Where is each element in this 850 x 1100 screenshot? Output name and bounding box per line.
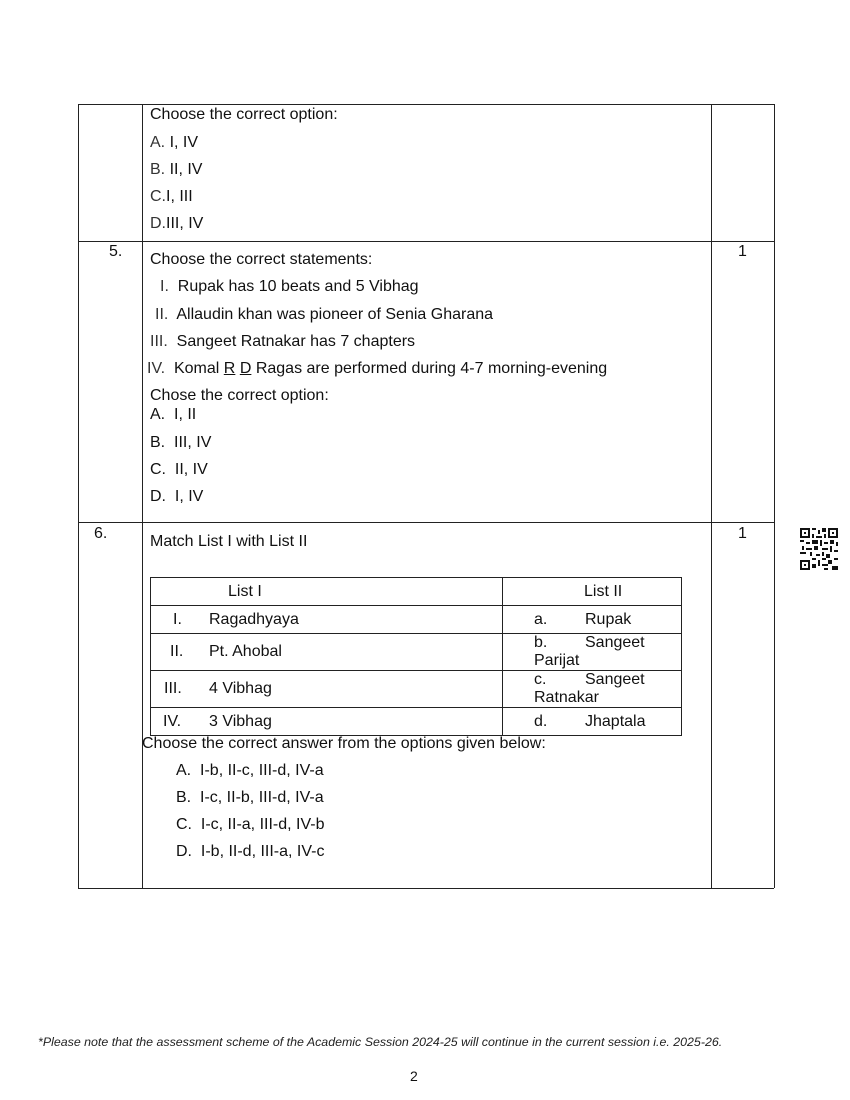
question-marks: 1 — [738, 525, 747, 542]
option-a: A. I, II — [150, 406, 197, 423]
statement-2: II. Allaudin khan was pioneer of Senia Gharana — [155, 306, 494, 323]
table-top-border — [78, 104, 774, 105]
qr-code-icon — [800, 528, 838, 570]
question-number: 6. — [94, 525, 108, 542]
page-number: 2 — [410, 1068, 418, 1084]
question-prompt: Choose the correct statements: — [150, 251, 373, 268]
table-row: I. Ragadhyaya a. Rupak — [151, 606, 682, 634]
match-table — [150, 577, 682, 736]
row-divider-q5 — [78, 241, 774, 242]
note-d: D — [239, 360, 252, 377]
question-prompt: Match List I with List II — [150, 533, 308, 550]
row-divider-q6 — [78, 522, 774, 523]
table-row: III. 4 Vibhag c. Sangeet Ratnakar — [151, 671, 682, 708]
note-r: R — [223, 360, 236, 377]
marks-column-divider — [711, 104, 712, 888]
table-left-border — [78, 104, 79, 888]
number-column-divider — [142, 104, 143, 888]
option-c: C. I-c, II-a, III-d, IV-b — [176, 816, 325, 833]
option-b: B. I-c, II-b, III-d, IV-a — [176, 789, 324, 806]
prev-question-prompt: Choose the correct option: — [150, 106, 338, 123]
table-row: II. Pt. Ahobal b. Sangeet Parijat — [151, 634, 682, 671]
statement-1: I. Rupak has 10 beats and 5 Vibhag — [160, 278, 419, 295]
option-b: B. III, IV — [150, 434, 212, 451]
option-d: D. I-b, II-d, III-a, IV-c — [176, 843, 325, 860]
prev-option-a: A. I, IV — [150, 134, 199, 151]
prev-option-d: D.III, IV — [150, 215, 204, 232]
statement-3: III. Sangeet Ratnakar has 7 chapters — [150, 333, 416, 350]
prev-option-b: B. II, IV — [150, 161, 203, 178]
question-number: 5. — [109, 243, 123, 260]
list2-header: List II — [503, 578, 682, 606]
table-right-border — [774, 104, 775, 888]
option-d: D. I, IV — [150, 488, 204, 505]
answer-prompt: Choose the correct answer from the options given below: — [142, 735, 546, 752]
statement-4: IV. Komal R D Ragas are performed during 4-7 morning-evening — [147, 360, 608, 377]
list1-header: List I — [151, 578, 503, 606]
assessment-note: *Please note that the assessment scheme of the Academic Session 2024-25 will continue in the current session i.e. 2025-26. — [38, 1035, 723, 1049]
prev-option-c: C.I, III — [150, 188, 193, 205]
table-bottom-border — [78, 888, 774, 889]
question-marks: 1 — [738, 243, 747, 260]
table-header-row — [151, 578, 682, 606]
option-prompt: Chose the correct option: — [150, 387, 329, 404]
table-row: IV. 3 Vibhag d. Jhaptala — [151, 708, 682, 736]
option-a: A. I-b, II-c, III-d, IV-a — [176, 762, 324, 779]
option-c: C. II, IV — [150, 461, 208, 478]
